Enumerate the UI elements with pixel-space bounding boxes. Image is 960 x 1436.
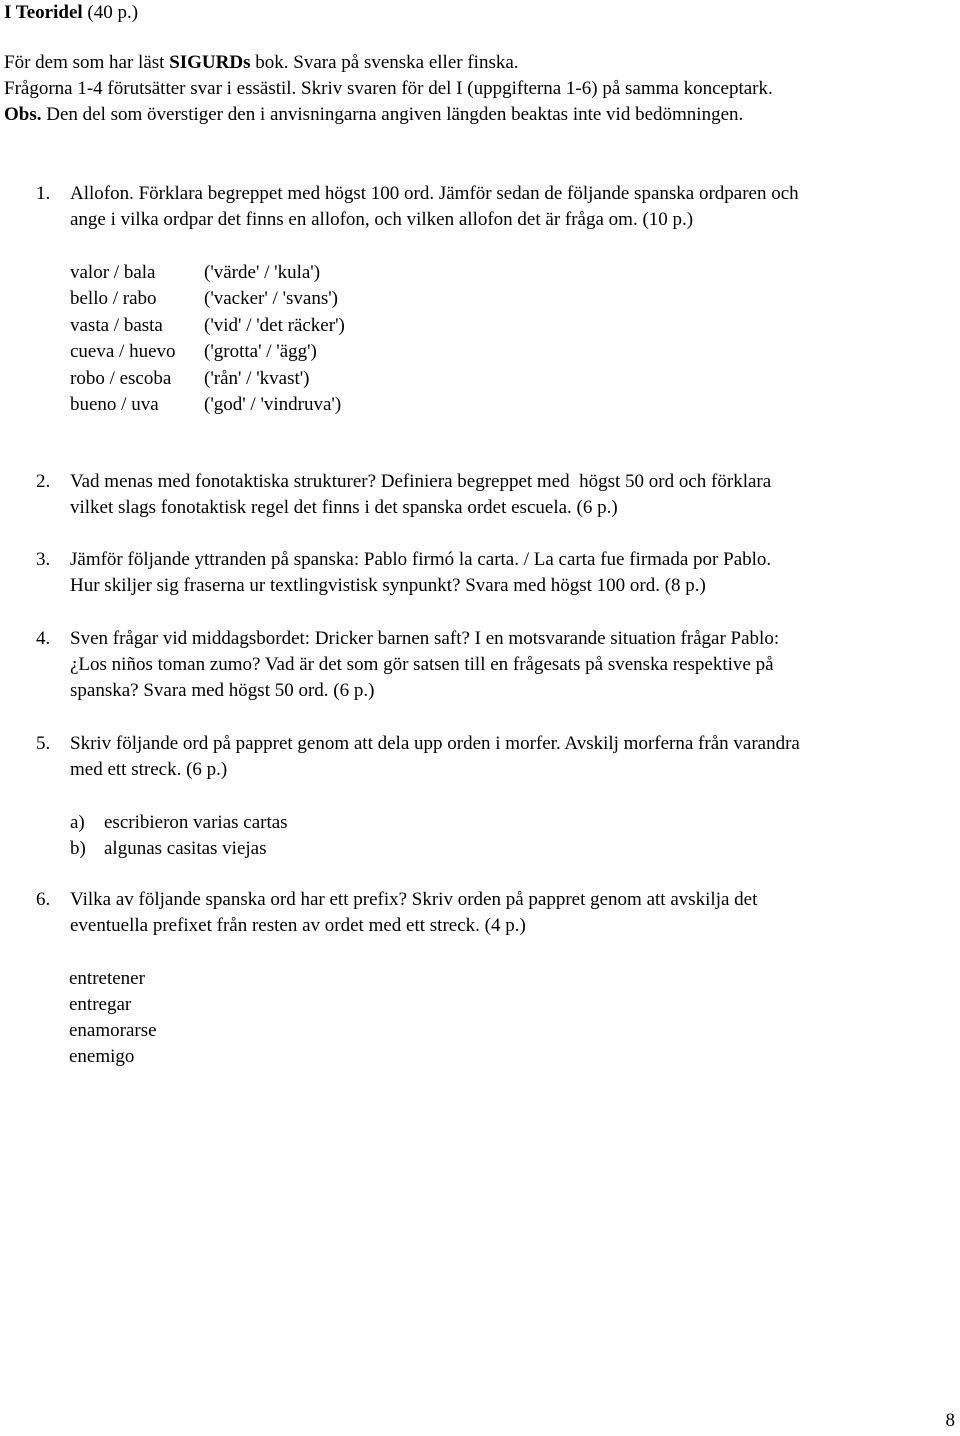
question-3-line-2: Hur skiljer sig fraserna ur textlingvistisk synpunkt? Svara med högst 100 ord. (8 p.)	[70, 575, 706, 596]
word-gloss: ('rån' / 'kvast')	[204, 367, 310, 389]
word-pair: vasta / basta	[70, 314, 163, 336]
intro-text: För dem som har läst	[4, 52, 170, 73]
question-6-number: 6.	[36, 889, 51, 910]
section-title-points: (40 p.)	[82, 2, 139, 23]
question-5-line-2: med ett streck. (6 p.)	[70, 759, 228, 780]
word-gloss: ('värde' / 'kula')	[204, 262, 321, 283]
word-pair: valor / bala	[70, 262, 156, 283]
intro-text: bok. Svara på svenska eller finska.	[250, 52, 519, 73]
word-gloss: ('vid' / 'det räcker')	[204, 314, 345, 336]
intro-line-3	[4, 102, 743, 128]
question-1-line-1: Allofon. Förklara begreppet med högst 100 ord. Jämför sedan de följande spanska ordparen och	[70, 183, 799, 204]
question-3-number: 3.	[36, 549, 51, 570]
question-6-line-1: Vilka av följande spanska ord har ett prefix? Skriv orden på pappret genom att avskilja det	[70, 889, 758, 910]
intro-bold-text: SIGURDs	[169, 52, 251, 73]
question-4-line-1: Sven frågar vid middagsbordet: Dricker barnen saft? I en motsvarande situation frågar Pablo:	[70, 628, 780, 649]
q5-item-a	[70, 810, 288, 836]
question-2-line-1: Vad menas med fonotaktiska strukturer? Definiera begreppet med högst 50 ord och förklara	[70, 471, 772, 492]
word-pair: bueno / uva	[70, 393, 159, 415]
question-2-line-2: vilket slags fonotaktisk regel det finns i det spanska ordet escuela. (6 p.)	[70, 497, 618, 518]
q6-word: entretener	[69, 968, 145, 989]
item-text: escribieron varias cartas	[104, 812, 288, 833]
item-label: a)	[70, 812, 85, 833]
intro-line-2: Frågorna 1-4 förutsätter svar i essästil. Skriv svaren för del I (uppgifterna 1-6) på samma konceptark.	[4, 78, 773, 99]
obs-label: Obs.	[4, 104, 42, 125]
question-4-line-2: ¿Los niños toman zumo? Vad är det som gör satsen till en frågesats på svenska respektive på	[70, 654, 774, 675]
question-2-number: 2.	[36, 471, 51, 492]
question-1-line-2: ange i vilka ordpar det finns en allofon, och vilken allofon det är fråga om. (10 p.)	[70, 209, 694, 230]
question-3-line-1: Jämför följande yttranden på spanska: Pablo firmó la carta. / La carta fue firmada por Pablo.	[70, 549, 772, 570]
word-pair: robo / escoba	[70, 367, 172, 389]
page-number: 8	[945, 1410, 955, 1431]
word-gloss: ('god' / 'vindruva')	[204, 393, 342, 415]
question-5-number: 5.	[36, 733, 51, 754]
q5-item-b	[70, 836, 267, 862]
question-6-line-2: eventuella prefixet från resten av ordet med ett streck. (4 p.)	[70, 915, 526, 936]
question-4-line-3: spanska? Svara med högst 50 ord. (6 p.)	[70, 680, 375, 701]
q6-word: entregar	[69, 994, 132, 1015]
intro-line-1	[4, 50, 519, 76]
section-title	[4, 0, 138, 26]
word-pair: cueva / huevo	[70, 341, 176, 363]
item-label: b)	[70, 838, 86, 859]
word-gloss: ('vacker' / 'svans')	[204, 288, 338, 310]
item-text: algunas casitas viejas	[104, 838, 267, 859]
word-pair: bello / rabo	[70, 288, 157, 310]
question-4-number: 4.	[36, 628, 51, 649]
q6-word: enemigo	[69, 1046, 135, 1067]
question-5-line-1: Skriv följande ord på pappret genom att dela upp orden i morfer. Avskilj morferna från varandra	[70, 733, 800, 754]
section-title-bold: I Teoridel	[4, 2, 83, 23]
word-gloss: ('grotta' / 'ägg')	[204, 341, 317, 363]
intro-text: Den del som överstiger den i anvisningarna angiven längden beaktas inte vid bedömningen.	[41, 104, 744, 125]
question-1-number: 1.	[36, 183, 51, 204]
q6-word: enamorarse	[69, 1020, 157, 1041]
